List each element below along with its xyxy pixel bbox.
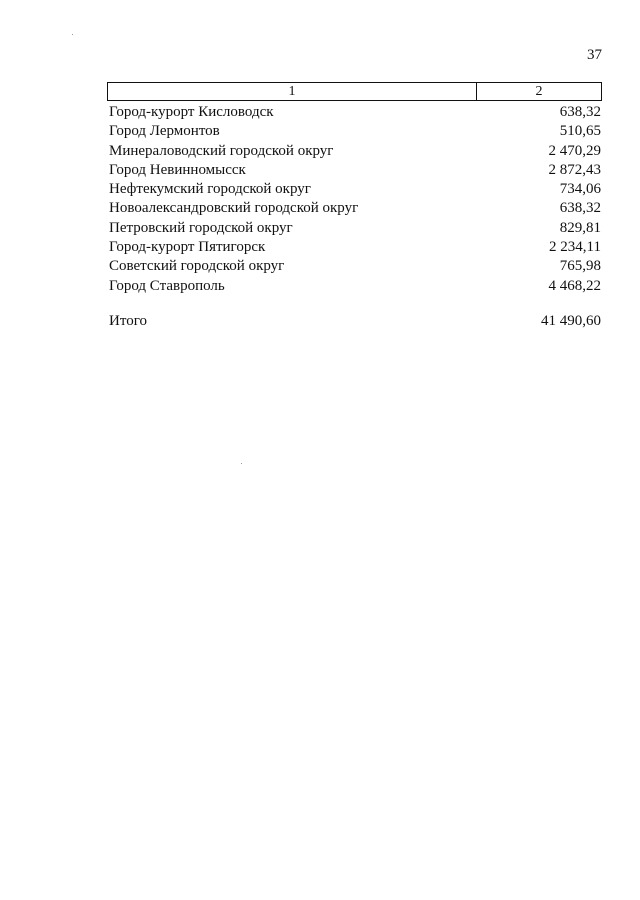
table-header-row — [107, 82, 602, 101]
row-value: 734,06 — [559, 181, 601, 198]
table-row — [107, 257, 602, 276]
row-name: Город Лермонтов — [109, 123, 220, 140]
table-row — [107, 122, 602, 141]
row-value: 510,65 — [559, 123, 601, 140]
row-value: 829,81 — [559, 219, 601, 236]
table-row — [107, 142, 602, 161]
table-row — [107, 238, 602, 257]
total-value: 41 490,60 — [541, 312, 601, 329]
total-label: Итого — [109, 312, 147, 329]
row-name: Нефтекумский городской округ — [109, 181, 311, 198]
row-name: Советский городской округ — [109, 258, 285, 275]
row-value: 638,32 — [559, 104, 601, 120]
row-value: 638,32 — [559, 200, 601, 217]
table-body — [107, 103, 602, 331]
row-value: 4 468,22 — [548, 277, 601, 294]
column-header-1: 1 — [108, 83, 477, 100]
row-name: Город-курорт Кисловодск — [109, 104, 274, 120]
table-row — [107, 199, 602, 218]
row-value: 2 872,43 — [548, 161, 601, 178]
data-table — [107, 82, 602, 331]
scan-speck — [72, 34, 73, 35]
page-number: 37 — [587, 47, 602, 63]
row-name: Минераловодский городской округ — [109, 142, 334, 159]
row-value: 2 470,29 — [548, 142, 601, 159]
table-row — [107, 180, 602, 199]
row-value: 2 234,11 — [549, 239, 601, 256]
row-name: Город Ставрополь — [109, 277, 225, 294]
table-row — [107, 161, 602, 180]
table-row — [107, 277, 602, 296]
row-value: 765,98 — [559, 258, 601, 275]
table-row — [107, 103, 602, 122]
row-name: Новоалександровский городской округ — [109, 200, 359, 217]
scan-speck — [241, 463, 242, 464]
total-row — [107, 312, 602, 331]
row-name: Город-курорт Пятигорск — [109, 239, 266, 256]
table-row — [107, 219, 602, 238]
column-header-2: 2 — [535, 84, 543, 99]
row-name: Петровский городской округ — [109, 219, 293, 236]
row-name: Город Невинномысск — [109, 161, 246, 178]
